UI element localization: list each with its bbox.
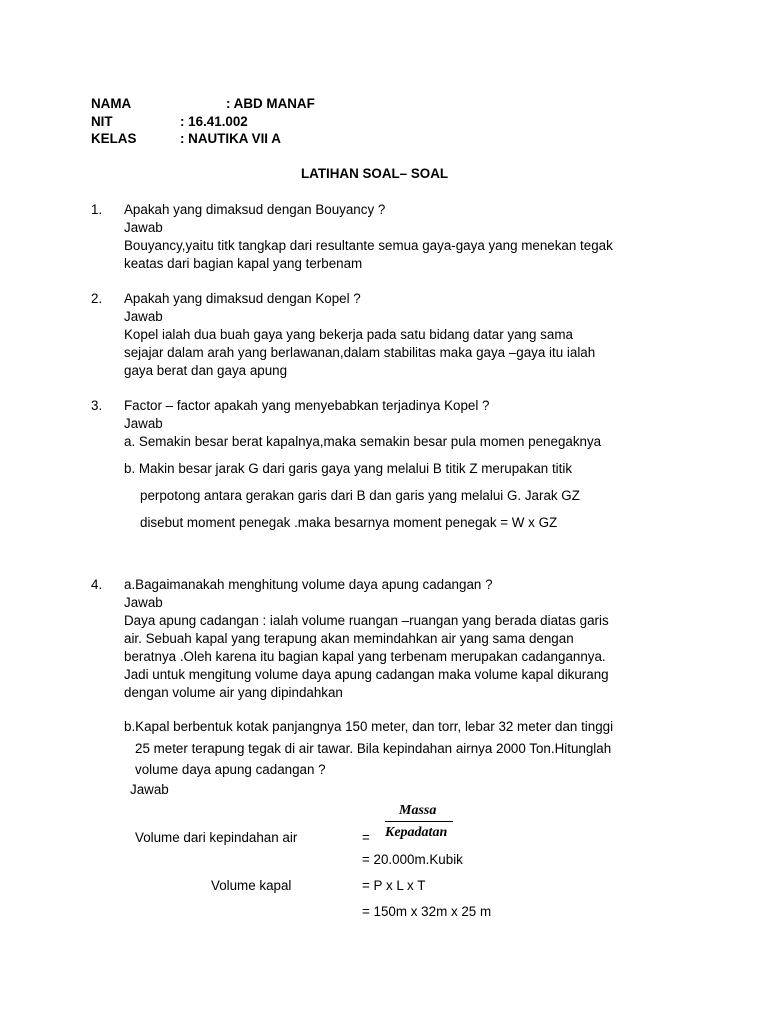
q4b-question-line: b.Kapal berbentuk kotak panjangnya 150 meter, dan torr, lebar 32 meter dan tinggi bbox=[124, 719, 614, 734]
q3-question: Factor – factor apakah yang menyebabkan terjadinya Kopel ? bbox=[124, 398, 490, 413]
q1-number: 1. bbox=[91, 202, 103, 217]
result-line-1: = 20.000m.Kubik bbox=[362, 852, 463, 867]
kelas-value: : NAUTIKA VII A bbox=[180, 131, 281, 146]
q4b-jawab: Jawab bbox=[130, 782, 169, 797]
q4-answer-line: beratnya .Oleh karena itu bagian kapal yang terbenam merupakan cadangannya. bbox=[124, 649, 606, 664]
result-line-3: = 150m x 32m x 25 m bbox=[362, 904, 492, 919]
q3-answer-b-line: perpotong antara gerakan garis dari B dan garis yang melalui G. Jarak GZ bbox=[140, 488, 580, 503]
q4-answer-line: air. Sebuah kapal yang terapung akan memindahkan air yang sama dengan bbox=[124, 631, 574, 646]
q4b-question-line: volume daya apung cadangan ? bbox=[135, 762, 326, 777]
kelas-label: KELAS bbox=[91, 131, 137, 146]
q1-jawab: Jawab bbox=[124, 220, 163, 235]
q3-number: 3. bbox=[91, 398, 103, 413]
q2-number: 2. bbox=[91, 291, 103, 306]
fraction-bar bbox=[385, 821, 453, 822]
volume-air-label: Volume dari kepindahan air bbox=[135, 830, 298, 845]
nama-label: NAMA bbox=[91, 96, 132, 111]
q4-answer-line: Jadi untuk mengitung volume daya apung cadangan maka volume kapal dikurang bbox=[124, 667, 609, 682]
fraction-denominator: Kepadatan bbox=[385, 825, 448, 840]
q4-jawab: Jawab bbox=[124, 595, 163, 610]
q3-answer-b-line: b. Makin besar jarak G dari garis gaya yang melalui B titik Z merupakan titik bbox=[124, 461, 573, 476]
q2-answer-line: gaya berat dan gaya apung bbox=[124, 363, 288, 378]
result-line-2: = P x L x T bbox=[362, 878, 426, 893]
q4b-question-line: 25 meter terapung tegak di air tawar. Bila kepindahan airnya 2000 Ton.Hitunglah bbox=[135, 741, 612, 756]
fraction-numerator: Massa bbox=[399, 803, 437, 818]
document-title: LATIHAN SOAL– SOAL bbox=[301, 166, 449, 181]
q3-answer-b-line: disebut moment penegak .maka besarnya moment penegak = W x GZ bbox=[140, 515, 558, 530]
q4-number: 4. bbox=[91, 577, 103, 592]
q2-jawab: Jawab bbox=[124, 309, 163, 324]
q1-answer-line: Bouyancy,yaitu titk tangkap dari resultante semua gaya-gaya yang menekan tegak bbox=[124, 238, 613, 253]
q3-jawab: Jawab bbox=[124, 416, 163, 431]
q4-answer-line: dengan volume air yang dipindahkan bbox=[124, 685, 343, 700]
q4-question: a.Bagaimanakah menghitung volume daya apung cadangan ? bbox=[124, 577, 493, 592]
volume-kapal-label: Volume kapal bbox=[211, 878, 292, 893]
q3-answer-a: a. Semakin besar berat kapalnya,maka semakin besar pula momen penegaknya bbox=[124, 434, 602, 449]
q2-answer-line: sejajar dalam arah yang berlawanan,dalam stabilitas maka gaya –gaya itu ialah bbox=[124, 345, 596, 360]
q2-answer-line: Kopel ialah dua buah gaya yang bekerja pada satu bidang datar yang sama bbox=[124, 327, 573, 342]
nama-value: : ABD MANAF bbox=[226, 96, 315, 111]
q2-question: Apakah yang dimaksud dengan Kopel ? bbox=[124, 291, 361, 306]
q1-question: Apakah yang dimaksud dengan Bouyancy ? bbox=[124, 202, 386, 217]
nit-value: : 16.41.002 bbox=[180, 114, 248, 129]
q1-answer-line: keatas dari bagian kapal yang terbenam bbox=[124, 256, 363, 271]
nit-label: NIT bbox=[91, 114, 113, 129]
q4-answer-line: Daya apung cadangan : ialah volume ruangan –ruangan yang berada diatas garis bbox=[124, 613, 609, 628]
equals-sign: = bbox=[362, 830, 370, 845]
